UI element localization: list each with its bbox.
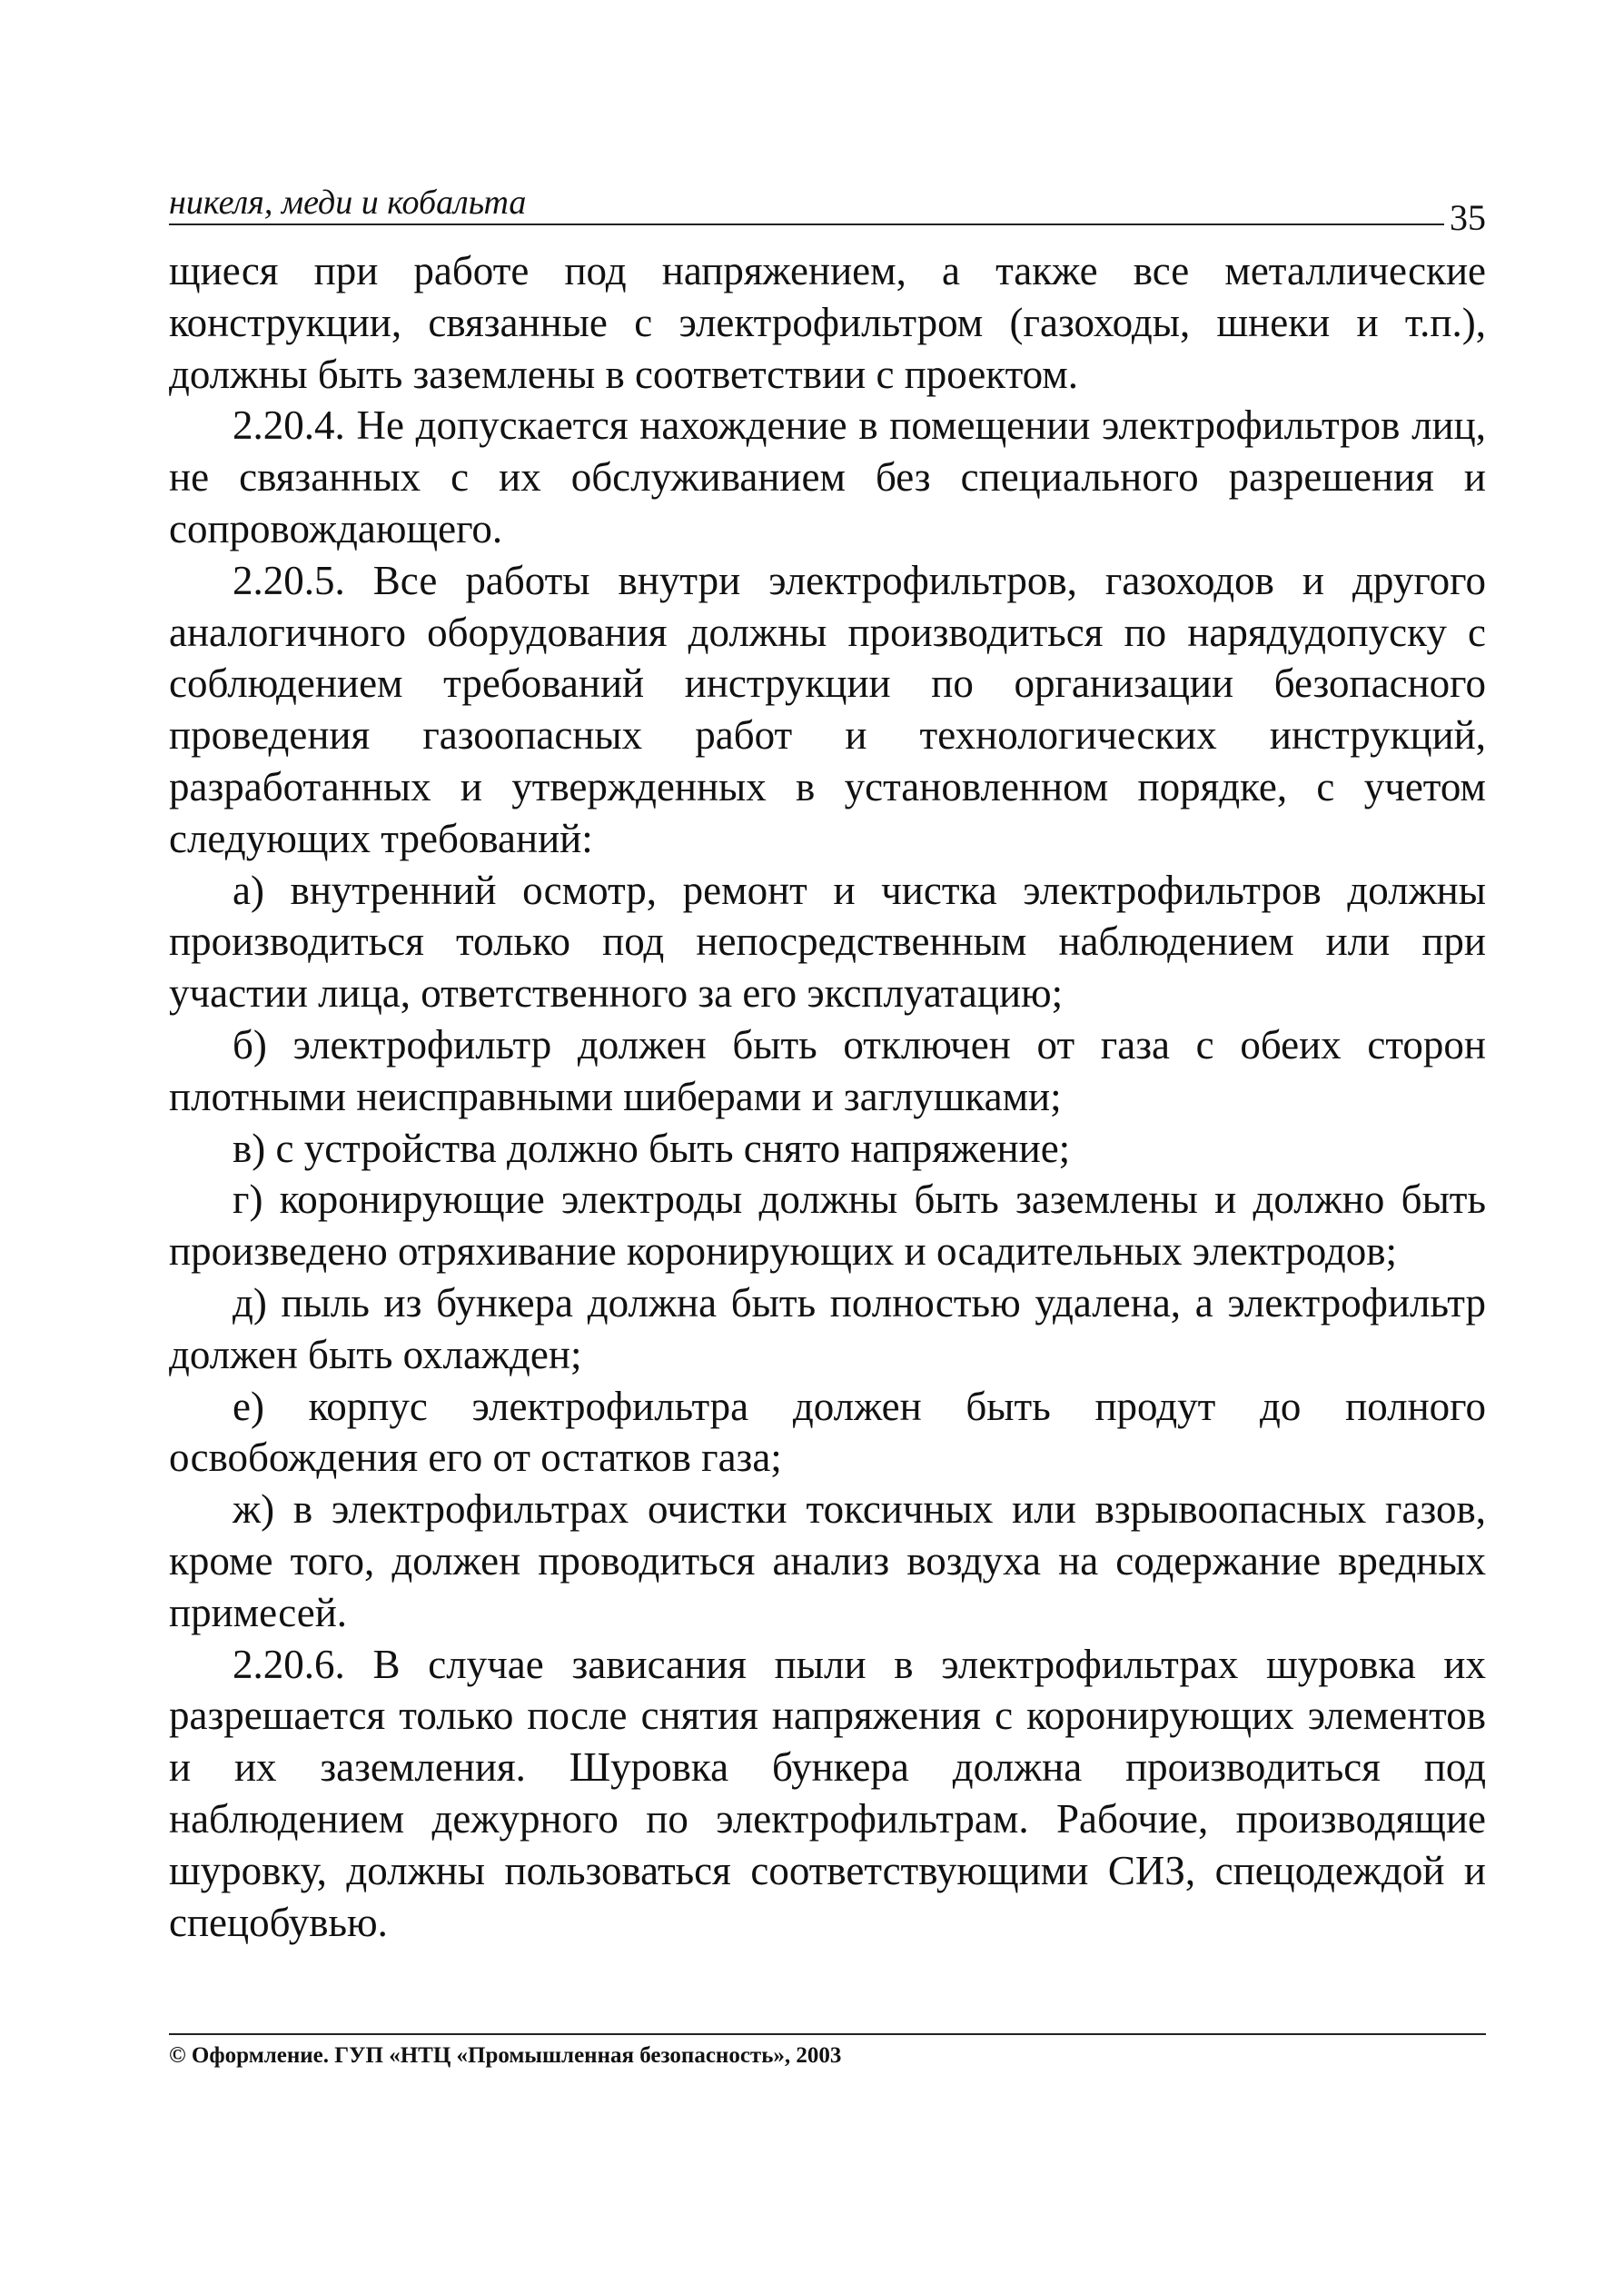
list-item-v: в) с устройства должно быть снято напряжение; [233,1125,1071,1171]
footer-divider [169,2033,1486,2035]
footer-copyright: © Оформление. ГУП «НТЦ «Промышленная безопасность», 2003 [169,2043,842,2068]
list-item-g: г) коронирующие электроды должны быть заземлены и должно быть произведено отряхивание коронирующих и осадительных электродов; [169,1177,1486,1275]
list-item-zh: ж) в электрофильтрах очистки токсичных или взрывоопасных газов, кроме того, должен проводиться анализ воздуха на содержание вредных примесей. [169,1486,1486,1635]
running-header [169,169,1486,238]
body-text [169,245,1486,1948]
paragraph-continuation: щиеся при работе под напряжением, а также все металлические конструкции, связанные с электрофильтром (газоходы, шнеки и т.п.), должны быть заземлены в соответствии с проектом. [169,248,1486,397]
paragraph-2-20-4: 2.20.4. Не допускается нахождение в помещении электрофильтров лиц, не связанных с их обслуживанием без специального разрешения и сопровождающего. [169,402,1486,551]
list-item-d: д) пыль из бункера должна быть полностью удалена, а электрофильтр должен быть охлажден; [169,1279,1486,1377]
running-title: никеля, меди и кобальта [169,184,527,222]
list-item-a: а) внутренний осмотр, ремонт и чистка электрофильтров должны производиться только под непосредственным наблюдением или при участии лица, ответственного за его эксплуатацию; [169,867,1486,1017]
paragraph-2-20-5: 2.20.5. Все работы внутри электрофильтров, газоходов и другого аналогичного оборудования должны производиться по нарядудопуску с соблюдением требований инструкции по организации безопасного проведения газоопасных работ и технологических инструкций, разработанных и утвержденных в установленном порядке, с учетом следующих требований: [169,557,1486,861]
paragraph-2-20-6: 2.20.6. В случае зависания пыли в электрофильтрах шуровка их разрешается только после снятия напряжения с коронирующих элементов и их заземления. Шуровка бункера должна производиться под наблюдением дежурного по электрофильтрам. Рабочие, производящие шуровку, должны пользоваться соответствующими СИЗ, спецодеждой и спецобувью. [169,1641,1486,1945]
page-number: 35 [1444,200,1486,236]
list-item-b: б) электрофильтр должен быть отключен от газа с обеих сторон плотными неисправными шиберами и заглушками; [169,1021,1486,1119]
list-item-e: е) корпус электрофильтра должен быть продут до полного освобождения его от остатков газа; [169,1383,1486,1481]
